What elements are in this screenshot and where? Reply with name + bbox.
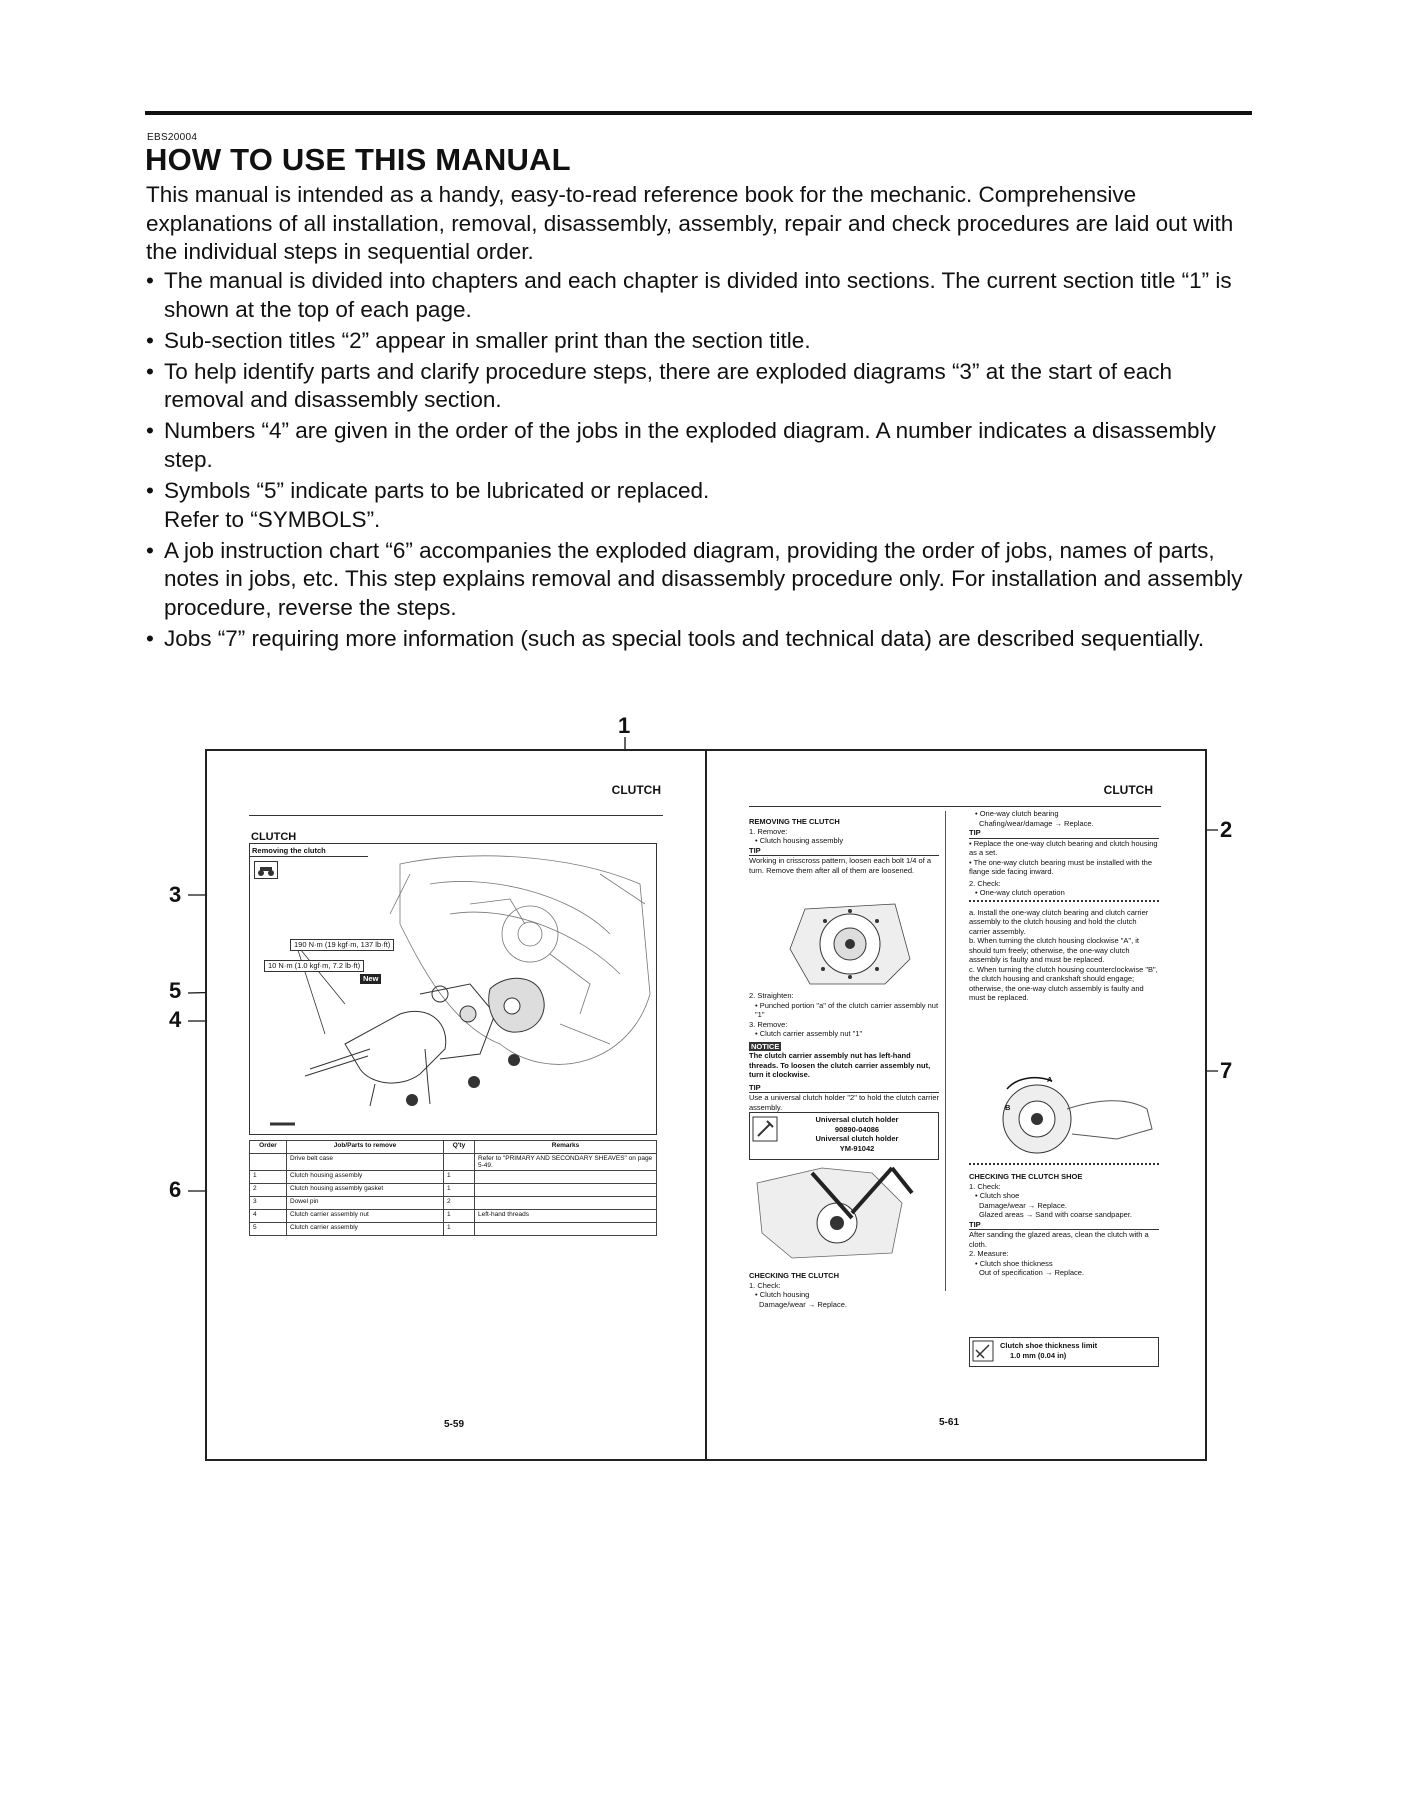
symbols-reference: Refer to “SYMBOLS”. — [164, 506, 381, 532]
subsection-heading: CHECKING THE CLUTCH SHOE — [969, 1172, 1083, 1181]
list-item: • A job instruction chart “6” accompanies the exploded diagram, providing the order of jobs, names of parts, notes in jobs, etc. This step explains removal and disassembly procedure only. For installation and assembly procedure, reverse the steps. — [146, 537, 1254, 623]
page-title: HOW TO USE THIS MANUAL — [145, 142, 571, 177]
callout-1: 1 — [618, 713, 631, 738]
list-item: • The manual is divided into chapters and each chapter is divided into sections. The current section title “1” is shown at the top of each page. — [146, 267, 1254, 324]
exploded-diagram-box — [249, 843, 657, 1135]
instruction-list — [146, 267, 1254, 656]
list-item: • Numbers “4” are given in the order of the jobs in the exploded diagram. A number indicates a disassembly step. — [146, 417, 1254, 474]
measurement-icon — [972, 1340, 994, 1362]
table-row: 1 Clutch housing assembly 1 — [250, 1171, 657, 1184]
step-item: • Clutch shoe thickness — [975, 1258, 1053, 1268]
tool-number: YM-91042 — [839, 1143, 875, 1153]
step-text: 1. Remove: — [749, 826, 788, 836]
procedure-column-2b — [969, 1163, 1159, 1278]
sub-step: a. Install the one-way clutch bearing and clutch carrier assembly to the clutch housing and hold the clutch carrier assembly. — [969, 907, 1149, 936]
notice-label: NOTICE — [751, 1041, 780, 1051]
exploded-view-illustration — [250, 844, 656, 1134]
section-title: CLUTCH — [251, 831, 297, 843]
limit-title: Clutch shoe thickness limit — [1000, 1341, 1098, 1350]
table-header: Q'ty — [444, 1141, 475, 1154]
table-header: Remarks — [475, 1141, 657, 1154]
tip-text: After sanding the glazed areas, clean the clutch with a cloth. — [969, 1230, 1149, 1249]
table-row: 2 Clutch housing assembly gasket 1 — [250, 1184, 657, 1197]
tip-label: TIP — [749, 846, 939, 857]
step-item: • One-way clutch operation — [975, 888, 1065, 897]
tip-label: TIP — [969, 828, 1159, 839]
top-rule — [145, 111, 1252, 115]
tip-text: • Replace the one-way clutch bearing and clutch housing as a set. — [969, 838, 1158, 857]
list-item: • Symbols “5” indicate parts to be lubricated or replaced. Refer to “SYMBOLS”. — [146, 477, 1254, 534]
step-item: • Clutch housing assembly — [755, 836, 844, 845]
list-item: • To help identify parts and clarify procedure steps, there are exploded diagrams “3” at the start of each removal and disassembly section. — [146, 358, 1254, 415]
subsection-heading: REMOVING THE CLUTCH — [749, 817, 840, 826]
callout-7: 7 — [1220, 1058, 1233, 1083]
new-part-symbol: New — [360, 974, 381, 984]
step-item: • Clutch carrier assembly nut "1" — [755, 1029, 863, 1038]
rotation-label-b: B — [1005, 1103, 1011, 1112]
step-text: 1. Check: — [749, 1280, 781, 1290]
callout-4: 4 — [169, 1007, 182, 1032]
table-header: Job/Parts to remove — [287, 1141, 444, 1154]
step-text: 2. Check: — [969, 878, 1001, 888]
page-number: 5-61 — [939, 1417, 960, 1428]
torque-spec-1: 190 N·m (19 kgf·m, 137 lb·ft) — [290, 939, 394, 951]
step-action: Glazed areas → Sand with coarse sandpaper. — [979, 1210, 1133, 1219]
sub-step: b. When turning the clutch housing clockwise "A", it should turn freely; otherwise, the one-way clutch assembly is faulty and must be replaced. — [969, 936, 1139, 964]
rotation-label-a: A — [1047, 1075, 1053, 1084]
notice-text: The clutch carrier assembly nut has left-hand threads. To loosen the clutch carrier assembly nut, turn it clockwise. — [749, 1051, 931, 1079]
document-code: EBS20004 — [147, 132, 198, 143]
table-header: Order — [250, 1141, 287, 1154]
intro-paragraph: This manual is intended as a handy, easy-to-read reference book for the mechanic. Comprehensive explanations of all installation, removal, disassembly, assembly, repair and check procedures are laid out with the individual steps in sequential order. — [146, 182, 1234, 265]
list-item: • Jobs “7” requiring more information (such as special tools and technical data) are described sequentially. — [146, 625, 1254, 654]
service-limit-box — [969, 1337, 1159, 1367]
section-header: CLUTCH — [611, 783, 661, 797]
callout-3: 3 — [169, 882, 182, 907]
step-action: Damage/wear → Replace. — [979, 1200, 1067, 1210]
table-row: 5 Clutch carrier assembly 1 — [250, 1223, 657, 1236]
step-item: • Clutch shoe — [975, 1191, 1020, 1200]
callout-6: 6 — [169, 1177, 182, 1202]
subsection-title: Removing the clutch — [252, 846, 326, 855]
clutch-holder-illustration — [752, 1163, 937, 1263]
step-text: 1. Check: — [969, 1181, 1001, 1191]
step-action: Damage/wear → Replace. — [759, 1299, 847, 1309]
wrench-icon — [752, 1116, 778, 1142]
tip-label: TIP — [969, 1220, 1159, 1231]
limit-value: 1.0 mm (0.04 in) — [1010, 1350, 1067, 1360]
table-row: 3 Dowel pin 2 — [250, 1197, 657, 1210]
callout-2: 2 — [1220, 817, 1233, 842]
procedure-column-1 — [749, 817, 939, 875]
list-item: • Sub-section titles “2” appear in smaller print than the section title. — [146, 327, 1254, 356]
subsection-heading: CHECKING THE CLUTCH — [749, 1271, 839, 1280]
right-manual-page — [705, 749, 1207, 1461]
table-row: Drive belt case Refer to "PRIMARY AND SECONDARY SHEAVES" on page 5-49. — [250, 1154, 657, 1171]
table-row: 4 Clutch carrier assembly nut 1 Left-hand threads — [250, 1210, 657, 1223]
step-text: 2. Measure: — [969, 1249, 1009, 1258]
step-item: • Clutch housing — [755, 1290, 810, 1299]
tip-label: TIP — [749, 1083, 939, 1094]
section-header: CLUTCH — [1103, 783, 1153, 797]
procedure-column-2 — [969, 809, 1159, 1003]
step-action: Out of specification → Replace. — [979, 1268, 1085, 1277]
special-tool-box — [749, 1112, 939, 1160]
example-spread-diagram — [160, 715, 1240, 1473]
one-way-clutch-illustration — [977, 1069, 1157, 1159]
step-text: 3. Remove: — [749, 1019, 788, 1029]
tool-name: Universal clutch holder — [815, 1134, 899, 1143]
callout-5: 5 — [169, 978, 182, 1003]
tool-name: Universal clutch holder — [815, 1115, 899, 1124]
tip-text: Use a universal clutch holder "2" to hold the clutch carrier assembly. — [749, 1093, 940, 1112]
step-action: Chafing/wear/damage → Replace. — [979, 818, 1094, 828]
step-text: 2. Straighten: — [749, 991, 794, 1000]
procedure-column-1c — [749, 1271, 939, 1309]
clutch-housing-illustration — [785, 899, 915, 989]
tip-text: Working in crisscross pattern, loosen each bolt 1/4 of a turn. Remove them after all of them are loosened. — [749, 856, 932, 875]
step-item: • One-way clutch bearing — [975, 809, 1059, 818]
tip-text: • The one-way clutch bearing must be installed with the flange side facing inward. — [969, 857, 1153, 876]
procedure-column-1b — [749, 991, 939, 1112]
job-instruction-chart — [249, 1140, 657, 1236]
step-item: • Punched portion "a" of the clutch carrier assembly nut "1" — [755, 1000, 939, 1019]
page-number: 5-59 — [444, 1419, 465, 1430]
sub-step: c. When turning the clutch housing counterclockwise "B", the clutch housing and crankshaft should engage; otherwise, the one-way clutch assembly is faulty and must be replaced. — [969, 964, 1158, 1002]
left-manual-page — [205, 749, 709, 1461]
tool-number: 90890-04086 — [834, 1124, 880, 1134]
torque-spec-2: 10 N·m (1.0 kgf·m, 7.2 lb·ft) — [264, 960, 364, 972]
